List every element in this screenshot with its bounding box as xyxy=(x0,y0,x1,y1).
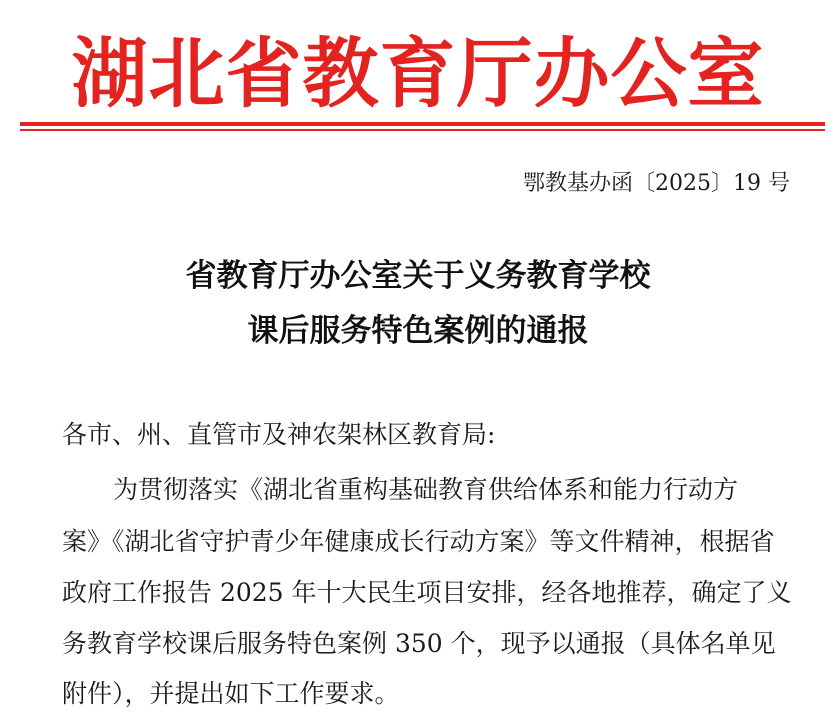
document-number: 鄂教基办函〔2025〕19 号 xyxy=(523,171,790,196)
letterhead-rule-thick xyxy=(20,122,825,126)
document-title-line-2: 课后服务特色案例的通报 xyxy=(247,313,589,349)
document-title-line-1: 省教育厅办公室关于义务教育学校 xyxy=(185,258,651,294)
salutation: 各市、州、直管市及神农架林区教育局: xyxy=(62,420,496,449)
body-text-line: 为贯彻落实《湖北省重构基础教育供给体系和能力行动方 xyxy=(113,475,739,504)
letterhead-title: 湖北省教育厅办公室 xyxy=(71,29,765,118)
letterhead-rule-thin xyxy=(20,129,825,131)
body-text-line: 案》《湖北省守护青少年健康成长行动方案》等文件精神，根据省 xyxy=(62,527,775,556)
body-text-line: 政府工作报告 2025 年十大民生项目安排，经各地推荐，确定了义 xyxy=(62,578,792,607)
body-text-line: 附件），并提出如下工作要求。 xyxy=(62,679,400,708)
body-text-line: 务教育学校课后服务特色案例 350 个，现予以通报（具体名单见 xyxy=(62,629,776,658)
